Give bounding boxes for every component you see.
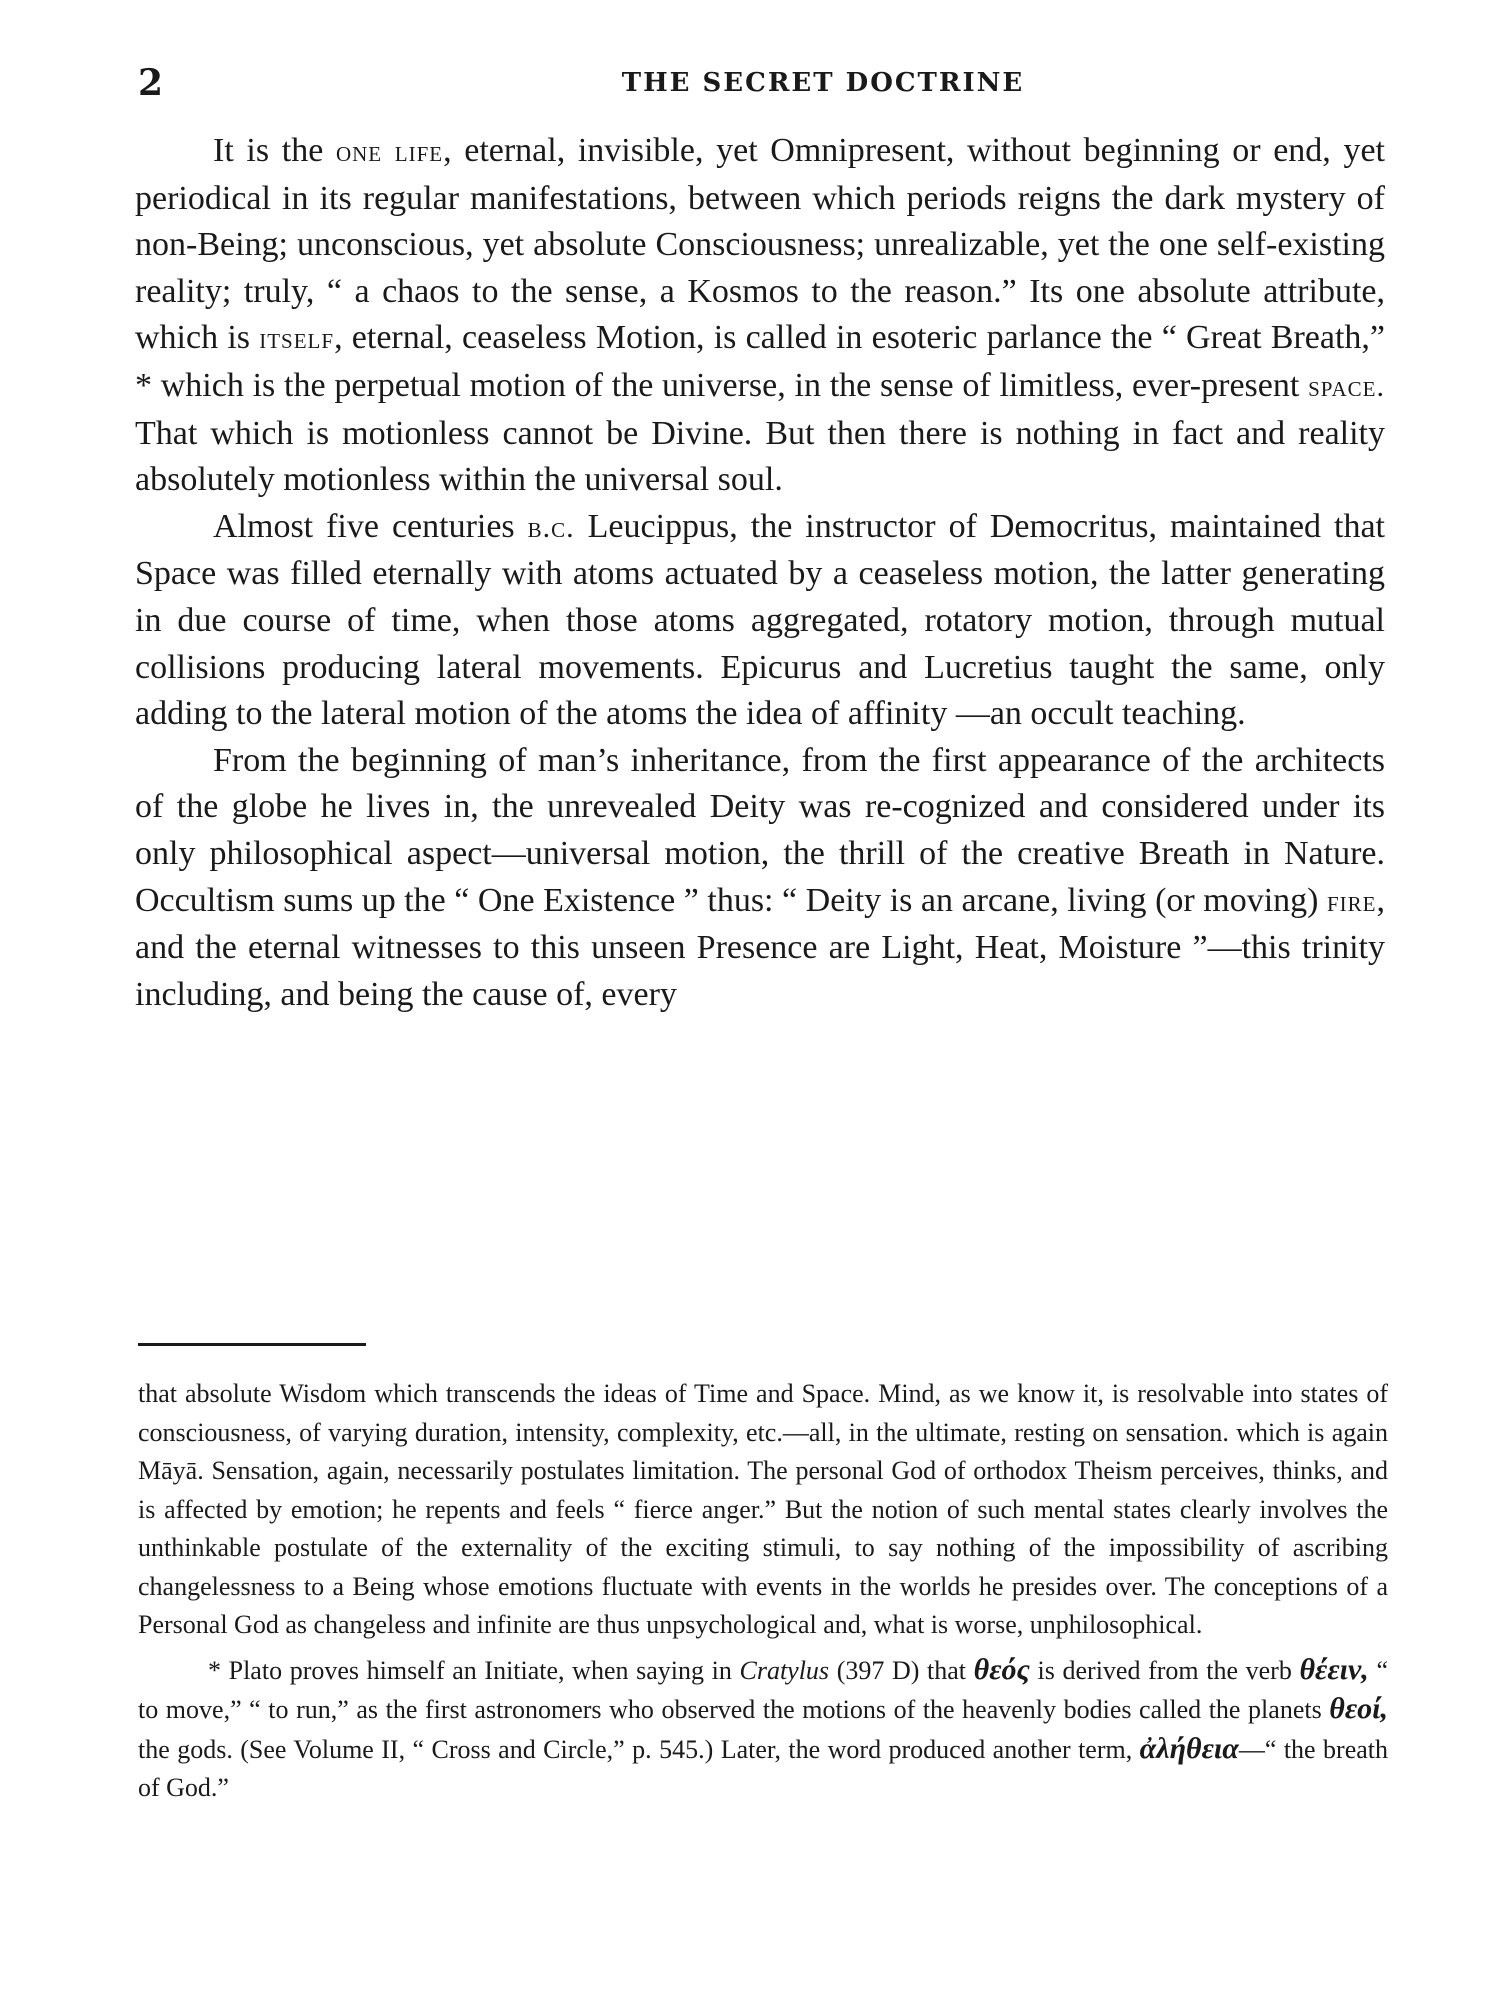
paragraph-one-life [135, 128, 1385, 504]
footnote-rule [138, 1343, 366, 1346]
text-run: the gods. (See Volume II, “ Cross and Circle,” p. 545.) Later, the word produced another term, [138, 1734, 1140, 1764]
small-caps-bc: b.c. [527, 510, 575, 544]
small-caps-itself: itself [259, 322, 335, 356]
text-run: Leucippus, the instructor of Democritus, maintained that Space was filled eternally with atoms actuated by a ceaseless motion, the latter generating in due course of time, when those atoms aggregated, rotatory motion, through mutual collisions producing lateral movements. Epicurus and Lucretius taught the same, only adding to the lateral motion of the atoms the idea of affinity —an occult teaching. [135, 507, 1386, 733]
text-run: “ to move,” “ to run,” as the first astronomers who observed the motions of the heavenly bodies called the planets [138, 1655, 1388, 1724]
main-text [135, 128, 1385, 1018]
text-run: is derived from the verb [1029, 1655, 1300, 1685]
text-run: (397 D) that [829, 1655, 974, 1685]
footnotes [138, 1375, 1388, 1808]
text-run: , eternal, ceaseless Motion, is called in esoteric parlance the “ Great Breath,” * which is the perpetual motion of the universe, in the sense of limitless, ever-present [135, 319, 1385, 404]
text-run: From the beginning of man’s inheritance, from the first appearance of the architects of the globe he lives in, the unrevealed Deity was re-cognized and considered under its only philosophical aspect—universal motion, the thrill of the creative Breath in Nature. Occultism sums up the “ One Existence ” thus: “ Deity is an arcane, living (or moving) [135, 741, 1385, 919]
footnote-plato [138, 1651, 1388, 1808]
text-run: That which is motionless cannot be Divine. But then there is nothing in fact and reality absolutely motionless within the universal soul. [135, 414, 1385, 499]
text-run: , and the eternal witnesses to this unseen Presence are Light, Heat, Moisture ”—this trinity including, and being the cause of, every [135, 881, 1385, 1013]
paragraph-leucippus [135, 504, 1385, 738]
small-caps-one-life: one life [335, 135, 444, 168]
text-run: * Plato proves himself an Initiate, when saying in [208, 1655, 740, 1685]
page-header [138, 62, 1388, 102]
text-run: —“ the breath of God.” [138, 1734, 1388, 1802]
small-caps-fire: fire [1326, 884, 1377, 918]
small-caps-space: space. [1308, 369, 1385, 403]
page-number: 2 [138, 62, 164, 104]
text-run: , eternal, invisible, yet Omnipresent, without beginning or end, yet periodical in its regular manifestations, between which periods reigns the dark mystery of non-Being; unconscious, yet absolute Consciousness; unrealizable, yet the one self-existing reality; truly, “ a chaos to the sense, a Kosmos to the reason.” Its one absolute attribute, which is [135, 132, 1385, 357]
footnote-continued: that absolute Wisdom which transcends the ideas of Time and Space. Mind, as we know it, is resolvable into states of consciousness, of varying duration, intensity, complexity, etc.—all, in the ultimate, resting on sensation. which is again Māyā. Sensation, again, necessarily postulates limitation. The personal God of orthodox Theism perceives, thinks, and is affected by emotion; he repents and feels “ fierce anger.” But the notion of such mental states clearly involves the unthinkable postulate of the externality of the exciting stimuli, to say nothing of the impossibility of ascribing changelessness to a Being whose emotions fluctuate with events in the worlds he presides over. The conceptions of a Personal God as changeless and infinite are thus unpsychological and, what is worse, unphilosophical. [138, 1379, 1388, 1639]
cratylus-title: Cratylus [739, 1655, 830, 1685]
greek-aletheia: ἀλήθεια [1139, 1731, 1239, 1765]
text-run: It is the [213, 132, 336, 169]
greek-theos: θεός [973, 1652, 1030, 1686]
running-head: THE SECRET DOCTRINE [621, 68, 1025, 98]
text-run: Almost five centuries [213, 507, 528, 545]
greek-theoi: θεοί, [1329, 1692, 1388, 1725]
greek-theein: θέειν, [1299, 1652, 1369, 1686]
paragraph-inheritance [135, 738, 1385, 1019]
